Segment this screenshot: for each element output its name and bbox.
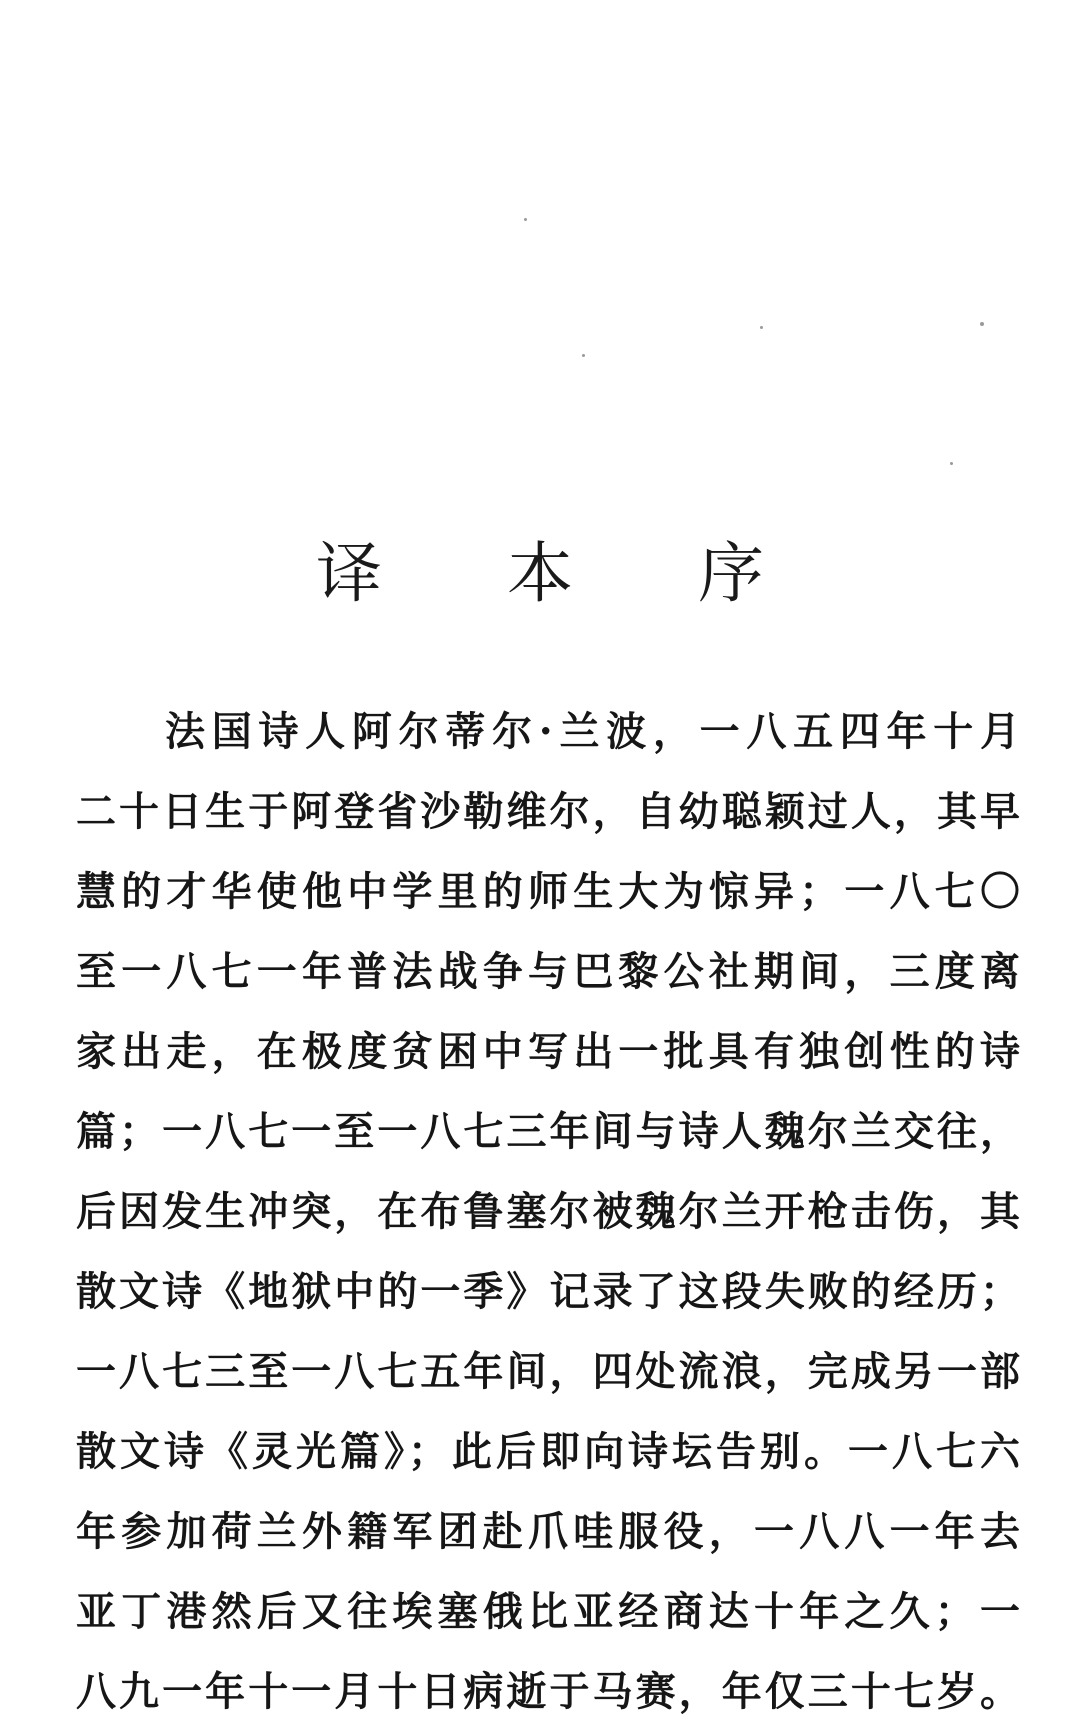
- scan-speck: [980, 322, 984, 326]
- body-paragraph: [76, 692, 1020, 1732]
- scan-speck: [524, 218, 527, 221]
- scan-speck: [760, 326, 763, 329]
- scan-speck: [950, 462, 953, 465]
- paragraph-line: 后因发生冲突，在布鲁塞尔被魏尔兰开枪击伤，其: [76, 1188, 1020, 1235]
- paragraph-line: 年参加荷兰外籍军团赴爪哇服役，一八八一年去: [76, 1508, 1020, 1555]
- paragraph-line: 散文诗《地狱中的一季》记录了这段失败的经历；: [76, 1268, 1020, 1315]
- page-title: 译 本 序: [316, 535, 816, 613]
- paragraph-line: 一八七三至一八七五年间，四处流浪，完成另一部: [76, 1348, 1020, 1395]
- paragraph-line: 八九一年十一月十日病逝于马赛，年仅三十七岁。: [76, 1668, 1020, 1715]
- scan-speck: [582, 354, 585, 357]
- paragraph-line: 慧的才华使他中学里的师生大为惊异；一八七〇: [76, 868, 1020, 915]
- paragraph-line: 篇；一八七一至一八七三年间与诗人魏尔兰交往，: [76, 1108, 1020, 1155]
- paragraph-line: 至一八七一年普法战争与巴黎公社期间，三度离: [76, 948, 1020, 995]
- paragraph-line: 亚丁港然后又往埃塞俄比亚经商达十年之久；一: [76, 1588, 1020, 1635]
- paragraph-line: 法国诗人阿尔蒂尔·兰波，一八五四年十月: [165, 708, 1020, 755]
- paragraph-line: 家出走，在极度贫困中写出一批具有独创性的诗: [76, 1028, 1020, 1075]
- paragraph-line: 散文诗《灵光篇》；此后即向诗坛告别。一八七六: [76, 1428, 1020, 1475]
- paragraph-line: 二十日生于阿登省沙勒维尔，自幼聪颖过人，其早: [76, 788, 1020, 835]
